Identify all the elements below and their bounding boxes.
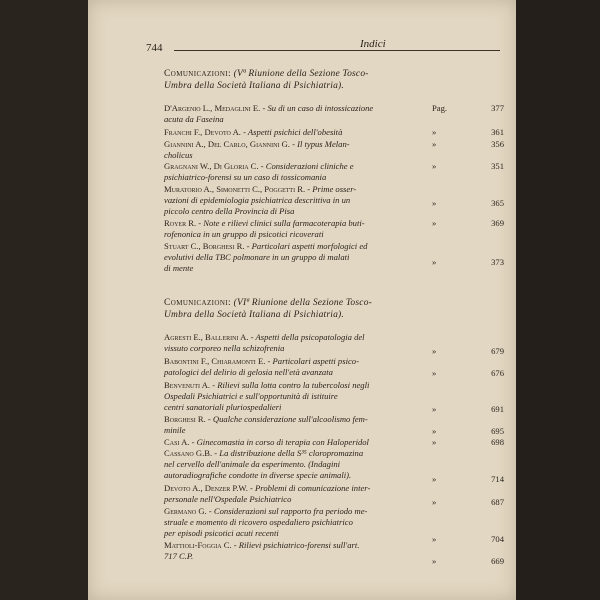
index-entry — [164, 218, 506, 240]
entry-ditto-mark: » — [432, 218, 437, 228]
entry-title-cont: minile — [164, 424, 186, 435]
entry-page: 676 — [491, 368, 504, 378]
entry-authors: Stuart C., Borghesi R. — [164, 241, 245, 251]
background-left — [0, 0, 88, 600]
entry-page-label: Pag. — [432, 103, 448, 113]
entry-authors: Babontini F., Chiaramonti E. — [164, 356, 266, 366]
entry-ditto-mark: » — [432, 127, 437, 137]
entry-authors: Mattioli-Foggia C. — [164, 540, 232, 550]
entry-authors: Germano G. — [164, 506, 207, 516]
entry-ditto-mark: » — [432, 404, 437, 414]
entry-page: 714 — [491, 474, 504, 484]
entry-page: 377 — [491, 103, 504, 113]
entry-title: - Aspetti della psicopatologia del — [248, 332, 365, 342]
entry-title-cont: vazioni di epidemiologia psichiatrica descrittiva in un — [164, 194, 351, 205]
entry-page: 698 — [491, 437, 504, 447]
index-entry — [164, 332, 506, 354]
entry-title: - Aspetti psichici dell'obesità — [240, 127, 343, 137]
entry-title: - Rilievi sulla lotta contro la tubercolosi negli — [210, 380, 370, 390]
entry-authors: D'Argenio L., Medaglini E. — [164, 103, 261, 113]
index-entry — [164, 540, 506, 566]
entry-ditto-mark: » — [432, 346, 437, 356]
entry-title-cont: acuta da Faseina — [164, 113, 224, 124]
entry-ditto-mark: » — [432, 198, 437, 208]
entry-page: 361 — [491, 127, 504, 137]
index-entry — [164, 380, 506, 412]
entry-page: 369 — [491, 218, 504, 228]
background-right — [516, 0, 600, 600]
index-entry — [164, 356, 506, 378]
entry-authors: Muratorio A., Simonetti C., Poggetti R. — [164, 184, 306, 194]
section-heading: Comunicazioni: — [164, 69, 232, 79]
section-subtitle-line2: Umbra della Società Italiana di Psichiatria). — [164, 81, 344, 91]
page-number: 744 — [146, 42, 163, 54]
entry-authors: Gragnani W., Di Gloria C. — [164, 161, 259, 171]
entry-authors: Agresti E., Ballerini A. — [164, 332, 249, 342]
entry-title: - Ginecomastia in corso di terapia con Haloperidol — [189, 437, 369, 447]
section-title-2 — [164, 297, 494, 321]
entry-title-cont: piccolo centro della Provincia di Pisa — [164, 205, 295, 216]
entry-authors: Borghesi R. — [164, 414, 206, 424]
index-entry — [164, 161, 506, 183]
page-header — [146, 38, 506, 54]
entry-title-cont: nel cervello dell'animale da esperimento. (Indagini — [164, 458, 341, 469]
entry-ditto-mark: » — [432, 426, 437, 436]
index-entry — [164, 127, 506, 138]
entry-page: 691 — [491, 404, 504, 414]
entry-ditto-mark: » — [432, 368, 437, 378]
entry-title: - Particolari aspetti psico- — [265, 356, 359, 366]
entry-title-cont: per episodi psicotici acuti recenti — [164, 527, 279, 538]
index-entry — [164, 139, 506, 161]
entry-title: - Problemi di comunicazione inter- — [247, 483, 371, 493]
entry-page: 669 — [491, 556, 504, 566]
entry-page: 356 — [491, 139, 504, 149]
entry-title: - Considerazioni cliniche e — [258, 161, 354, 171]
entry-title: - Rilievi psichiatrico-forensi sull'art. — [231, 540, 360, 550]
index-entry — [164, 241, 506, 273]
entry-ditto-mark: » — [432, 497, 437, 507]
index-entry — [164, 184, 506, 216]
entry-title-cont: psichiatrico-forensi su un caso di tossicomania — [164, 171, 327, 182]
entry-ditto-mark: » — [432, 139, 437, 149]
entry-ditto-mark: » — [432, 437, 437, 447]
entry-page: 695 — [491, 426, 504, 436]
entry-ditto-mark: » — [432, 534, 437, 544]
book-page — [88, 0, 516, 600]
section-heading: Comunicazioni: — [164, 298, 232, 308]
section-title-1 — [164, 68, 494, 92]
index-entry — [164, 103, 506, 125]
entry-authors: Cassano G.B. — [164, 448, 213, 458]
entry-page: 365 — [491, 198, 504, 208]
entry-ditto-mark: » — [432, 161, 437, 171]
index-entry — [164, 483, 506, 505]
index-entry — [164, 506, 506, 544]
entry-authors: Giannini A., Del Carlo, Giannini G. — [164, 139, 290, 149]
entry-title-cont: struale e momento di ricovero ospedaliero psichiatrico — [164, 516, 353, 527]
entry-title: - Particolari aspetti morfologici ed — [244, 241, 368, 251]
entry-page: 687 — [491, 497, 504, 507]
entry-authors: Royer R. — [164, 218, 197, 228]
entry-title-cont: autoradiografiche condotte in diverse specie animali). — [164, 469, 352, 480]
running-title: Indici — [360, 38, 386, 50]
entry-authors: Franchi F., Devoto A. — [164, 127, 241, 137]
header-rule — [174, 50, 500, 51]
entry-title: - Note e rilievi clinici sulla farmacoterapia buti- — [196, 218, 365, 228]
entry-ditto-mark: » — [432, 556, 437, 566]
section-subtitle-line2: Umbra della Società Italiana di Psichiatria). — [164, 310, 344, 320]
entry-authors: Casi A. — [164, 437, 190, 447]
entry-title: - La distribuzione della S³⁵ cloropromazina — [212, 448, 364, 458]
entry-title: - Qualche considerazione sull'alcoolismo fem- — [205, 414, 368, 424]
entry-title-cont: patologici del delirio di gelosia nell'età avanzata — [164, 366, 333, 377]
entry-title-cont: personale nell'Ospedale Psichiatrico — [164, 493, 292, 504]
entry-title: - Il typus Melan- — [289, 139, 350, 149]
entry-title: - Su di un caso di intossicazione — [260, 103, 374, 113]
entry-title-cont: Ospedali Psichiatrici e sull'opportunità di istituire — [164, 390, 338, 401]
entry-title-cont: di mente — [164, 262, 194, 273]
entry-title: - Prime osser- — [305, 184, 357, 194]
entry-ditto-mark: » — [432, 474, 437, 484]
entry-page: 351 — [491, 161, 504, 171]
section-subtitle: (VIª Riunione della Sezione Tosco- — [233, 298, 373, 308]
index-entry — [164, 448, 506, 484]
entry-title-cont: evolutivi della TBC polmonare in un gruppo di malati — [164, 251, 350, 262]
entry-title: - Considerazioni sul rapporto fra periodo me- — [206, 506, 368, 516]
index-entry — [164, 414, 506, 436]
entry-title-cont: rofenonica in un gruppo di psicotici ricoverati — [164, 228, 324, 239]
entry-title-cont: centri sanatoriali pluriospedalieri — [164, 401, 282, 412]
entry-page: 704 — [491, 534, 504, 544]
entry-ditto-mark: » — [432, 257, 437, 267]
entry-authors: Devoto A., Denzer P.W. — [164, 483, 248, 493]
index-entry — [164, 437, 506, 448]
entry-authors: Benvenuti A. — [164, 380, 211, 390]
entry-page: 373 — [491, 257, 504, 267]
entry-title-cont: 717 C.P. — [164, 550, 194, 561]
section-subtitle: (Vª Riunione della Sezione Tosco- — [233, 69, 369, 79]
entry-title-cont: cholicus — [164, 149, 193, 160]
entry-page: 679 — [491, 346, 504, 356]
entry-title-cont: vissuto corporeo nella schizofrenia — [164, 342, 285, 353]
